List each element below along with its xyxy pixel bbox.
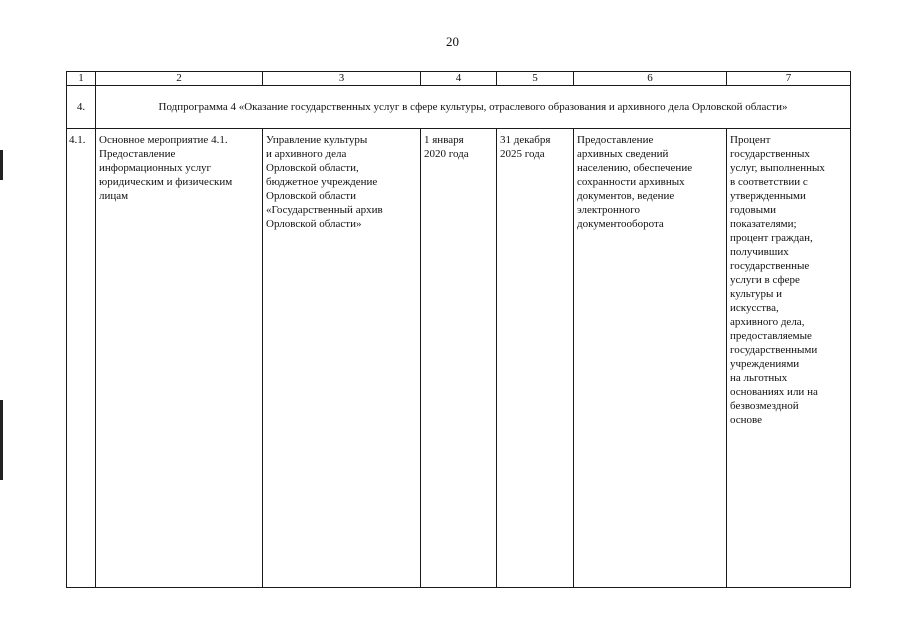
activity-name-cell: Основное мероприятие 4.1. Предоставление информационных услуг юридическим и физическим лицам [96,129,263,588]
column-number-cell: 1 [67,72,96,86]
executor-cell: Управление культуры и архивного дела Орловской области, бюджетное учреждение Орловской области «Государственный архив Орловской области» [263,129,421,588]
subprogram-row [67,86,851,129]
indicator-cell: Процент государственных услуг, выполненных в соответствии с утвержденными годовыми показателями; процент граждан, получивших государственные услуги в сфере культуры и искусства, архивного дела, предоставляемые государственными учреждениями на льготных основаниях или на безвозмездной основе [727,129,851,588]
end-date-cell: 31 декабря 2025 года [497,129,574,588]
subprogram-title: Подпрограмма 4 «Оказание государственных услуг в сфере культуры, отраслевого образования и архивного дела Орловской области» [96,86,851,129]
expected-result-cell: Предоставление архивных сведений населению, обеспечение сохранности архивных документов, ведение электронного документооборота [574,129,727,588]
column-number-cell: 2 [96,72,263,86]
column-number-cell: 6 [574,72,727,86]
column-number-cell: 4 [421,72,497,86]
subprogram-number: 4. [67,86,96,129]
table-row [67,129,851,588]
page-number: 20 [446,34,459,49]
column-number-cell: 7 [727,72,851,86]
row-number: 4.1. [67,129,96,588]
column-number-row [67,72,851,86]
scan-margin-mark [0,150,3,180]
column-number-cell: 5 [497,72,574,86]
scan-margin-mark [0,400,3,480]
start-date-cell: 1 января 2020 года [421,129,497,588]
document-table [66,71,851,588]
column-number-cell: 3 [263,72,421,86]
